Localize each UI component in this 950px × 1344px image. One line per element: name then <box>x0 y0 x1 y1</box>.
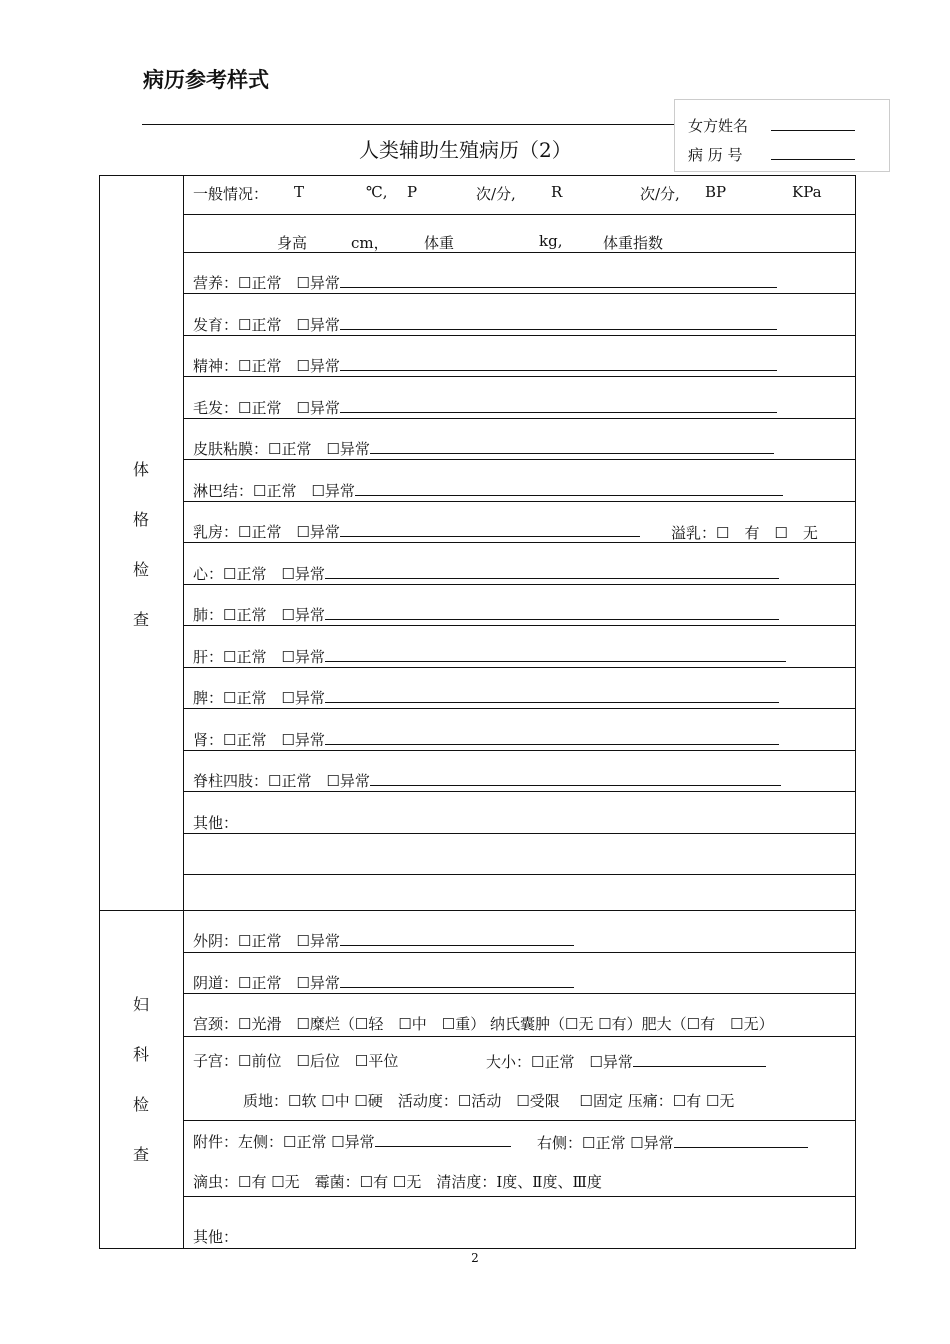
row-divider <box>183 214 856 215</box>
hair-row[interactable]: 毛发：☐正常 ☐异常 <box>193 398 777 418</box>
development-row[interactable]: 发育：☐正常 ☐异常 <box>193 315 777 335</box>
bmi-label: 体重指数 <box>603 234 664 252</box>
record-number-label: 病 历 号 <box>688 146 743 164</box>
row-divider <box>183 952 856 953</box>
record-table <box>99 175 856 1249</box>
pulse-label: P <box>407 183 418 201</box>
physical-other-label: 其他： <box>193 814 239 832</box>
height-unit: cm， <box>351 234 389 252</box>
skin-row[interactable]: 皮肤粘膜：☐正常 ☐异常 <box>193 439 774 459</box>
height-label: 身高 <box>277 234 308 252</box>
infection-row[interactable]: 滴虫：☐有 ☐无 霉菌：☐有 ☐无 清洁度：Ⅰ度、Ⅱ度、Ⅲ度 <box>193 1173 602 1191</box>
heart-row[interactable]: 心：☐正常 ☐异常 <box>193 564 779 584</box>
row-divider <box>183 667 856 668</box>
liver-row[interactable]: 肝：☐正常 ☐异常 <box>193 647 786 667</box>
lung-field[interactable] <box>325 605 779 620</box>
page-number: 2 <box>471 1251 479 1265</box>
gyn-exam-label: 妇 科 检 查 <box>132 995 149 1164</box>
weight-label: 体重 <box>424 234 455 252</box>
row-divider <box>183 750 856 751</box>
gyn-other-label: 其他： <box>193 1228 239 1246</box>
general-label: 一般情况： <box>193 185 269 203</box>
nutrition-row[interactable]: 营养：☐正常 ☐异常 <box>193 273 777 293</box>
kidney-row[interactable]: 肾：☐正常 ☐异常 <box>193 730 779 750</box>
label-column-divider <box>183 175 184 1249</box>
row-divider <box>183 293 856 294</box>
adnexa-right-field[interactable] <box>674 1133 808 1148</box>
kidney-field[interactable] <box>325 730 779 745</box>
record-number-field[interactable] <box>771 159 855 160</box>
vagina-row[interactable]: 阴道：☐正常 ☐异常 <box>193 973 574 993</box>
respiration-label: R <box>551 183 563 201</box>
female-name-label: 女方姓名 <box>688 117 749 135</box>
bp-unit: KPa <box>792 183 822 201</box>
row-divider <box>183 1036 856 1037</box>
row-divider <box>183 584 856 585</box>
mental-row[interactable]: 精神：☐正常 ☐异常 <box>193 356 777 376</box>
adnexa-left-row[interactable]: 附件：左侧：☐正常 ☐异常 <box>193 1132 511 1152</box>
uterus-texture-row[interactable]: 质地：☐软 ☐中 ☐硬 活动度：☐活动 ☐受限 ☐固定 压痛：☐有 ☐无 <box>243 1092 735 1110</box>
mental-field[interactable] <box>340 356 777 371</box>
vagina-field[interactable] <box>340 973 574 988</box>
row-divider <box>183 376 856 377</box>
uterus-position-row[interactable]: 子宫：☐前位 ☐后位 ☐平位 <box>193 1052 399 1070</box>
temperature-label: T <box>294 183 305 201</box>
row-divider <box>183 708 856 709</box>
row-divider <box>183 335 856 336</box>
spleen-field[interactable] <box>325 688 779 703</box>
cervix-row[interactable]: 宫颈：☐光滑 ☐糜烂（☐轻 ☐中 ☐重） 纳氏囊肿（☐无 ☐有）肥大（☐有 ☐无） <box>193 1015 774 1033</box>
section-divider <box>99 910 856 911</box>
physical-exam-label: 体 格 检 查 <box>132 460 149 629</box>
skin-field[interactable] <box>370 439 774 454</box>
nutrition-field[interactable] <box>340 273 777 288</box>
page-heading: 病历参考样式 <box>143 68 269 92</box>
uterus-size-field[interactable] <box>633 1052 766 1067</box>
development-field[interactable] <box>340 315 777 330</box>
hair-field[interactable] <box>340 398 777 413</box>
row-divider <box>183 1196 856 1197</box>
form-title: 人类辅助生殖病历（2） <box>359 138 572 162</box>
adnexa-left-field[interactable] <box>375 1132 511 1147</box>
lymph-field[interactable] <box>355 481 783 496</box>
row-divider <box>183 833 856 834</box>
header-rule <box>142 124 674 125</box>
heart-field[interactable] <box>325 564 779 579</box>
spleen-row[interactable]: 脾：☐正常 ☐异常 <box>193 688 779 708</box>
row-divider <box>183 418 856 419</box>
row-divider <box>183 1120 856 1121</box>
lung-row[interactable]: 肺：☐正常 ☐异常 <box>193 605 779 625</box>
female-name-field[interactable] <box>771 130 855 131</box>
uterus-size-row[interactable]: 大小：☐正常 ☐异常 <box>486 1051 766 1072</box>
row-divider <box>183 459 856 460</box>
weight-unit: kg, <box>539 232 563 250</box>
spine-row[interactable]: 脊柱四肢：☐正常 ☐异常 <box>193 771 781 791</box>
adnexa-right-row[interactable]: 右侧：☐正常 ☐异常 <box>537 1132 808 1153</box>
row-divider <box>183 791 856 792</box>
row-divider <box>183 874 856 875</box>
spine-field[interactable] <box>370 771 781 786</box>
row-divider <box>183 501 856 502</box>
patient-id-box <box>674 99 890 172</box>
bp-label: BP <box>705 183 727 201</box>
pulse-unit: 次/分, <box>476 185 516 203</box>
lymph-row[interactable]: 淋巴结：☐正常 ☐异常 <box>193 481 783 501</box>
row-divider <box>183 625 856 626</box>
liver-field[interactable] <box>325 647 786 662</box>
lactation-options[interactable]: 溢乳：☐ 有 ☐ 无 <box>671 524 818 542</box>
respiration-unit: 次/分, <box>640 185 680 203</box>
vulva-row[interactable]: 外阴：☐正常 ☐异常 <box>193 931 574 951</box>
celsius-unit: ℃, <box>366 183 388 201</box>
breast-row[interactable]: 乳房：☐正常 ☐异常 <box>193 522 640 542</box>
vulva-field[interactable] <box>340 931 574 946</box>
row-divider <box>183 993 856 994</box>
breast-field[interactable] <box>340 522 640 537</box>
